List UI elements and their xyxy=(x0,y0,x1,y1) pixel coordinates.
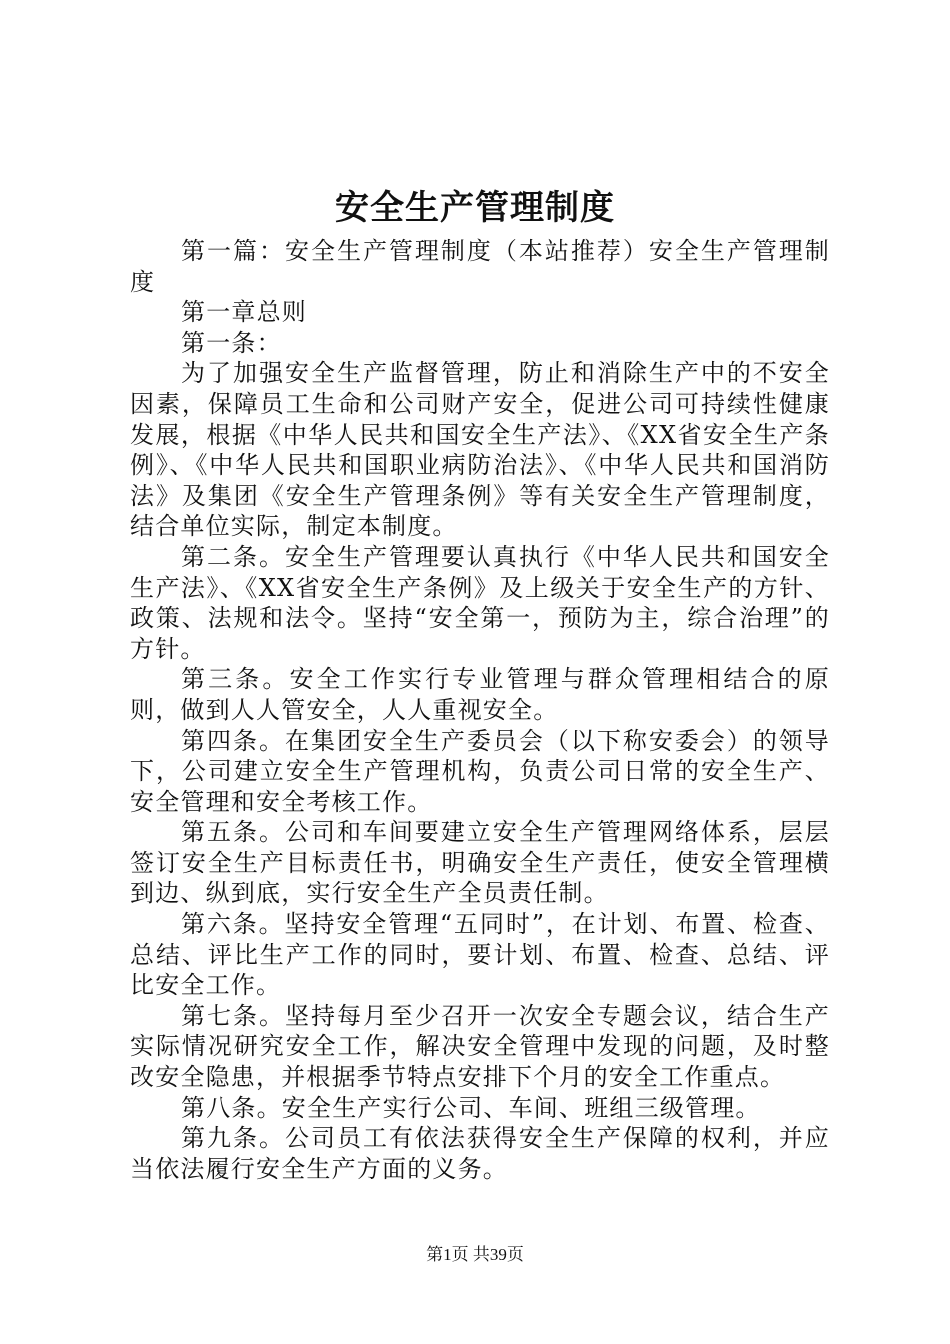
document-body xyxy=(130,236,830,1184)
article-4-text: 第四条。在集团安全生产委员会（以下称安委会）的领导下，公司建立安全生产管理机构，负责公司日常的安全生产、安全管理和安全考核工作。 xyxy=(130,726,830,816)
document-title: 安全生产管理制度 xyxy=(335,188,615,228)
article-2-text: 第二条。安全生产管理要认真执行《中华人民共和国安全生产法》、《XX省安全生产条例》及上级关于安全生产的方针、政策、法规和法令。坚持“安全第一，预防为主，综合治理”的方针。 xyxy=(130,542,830,663)
chapter-heading: 第一章总则 xyxy=(181,298,307,327)
article-1-heading: 第一条： xyxy=(181,328,282,357)
article-6-text: 第六条。坚持安全管理“五同时”，在计划、布置、检查、总结、评比生产工作的同时，要计划、布置、检查、总结、评比安全工作。 xyxy=(130,910,830,1000)
article-7-text: 第七条。坚持每月至少召开一次安全专题会议，结合生产实际情况研究安全工作，解决安全管理中发现的问题，及时整改安全隐患，并根据季节特点安排下个月的安全工作重点。 xyxy=(130,1001,830,1092)
paragraph-heading: 第一篇：安全生产管理制度（本站推荐）安全生产管理制度 xyxy=(130,237,830,296)
page-number-footer: 第1页 共39页 xyxy=(426,1245,524,1264)
article-8-text: 第八条。安全生产实行公司、车间、班组三级管理。 xyxy=(181,1093,761,1122)
article-1-text: 为了加强安全生产监督管理，防止和消除生产中的不安全因素，保障员工生命和公司财产安全，促进公司可持续性健康发展，根据《中华人民共和国安全生产法》、《XX省安全生产条例》、《中华人民共和国职业病防治法》、《中华人民共和国消防法》及集团《安全生产管理条例》等有关安全生产管理制度，结合单位实际，制定本制度。 xyxy=(130,359,830,541)
article-9-text: 第九条。公司员工有依法获得安全生产保障的权利，并应当依法履行安全生产方面的义务。 xyxy=(130,1124,830,1183)
article-5-text: 第五条。公司和车间要建立安全生产管理网络体系，层层签订安全生产目标责任书，明确安全生产责任，使安全管理横到边、纵到底，实行安全生产全员责任制。 xyxy=(130,818,830,908)
article-3-text: 第三条。安全工作实行专业管理与群众管理相结合的原则，做到人人管安全，人人重视安全。 xyxy=(130,665,830,724)
